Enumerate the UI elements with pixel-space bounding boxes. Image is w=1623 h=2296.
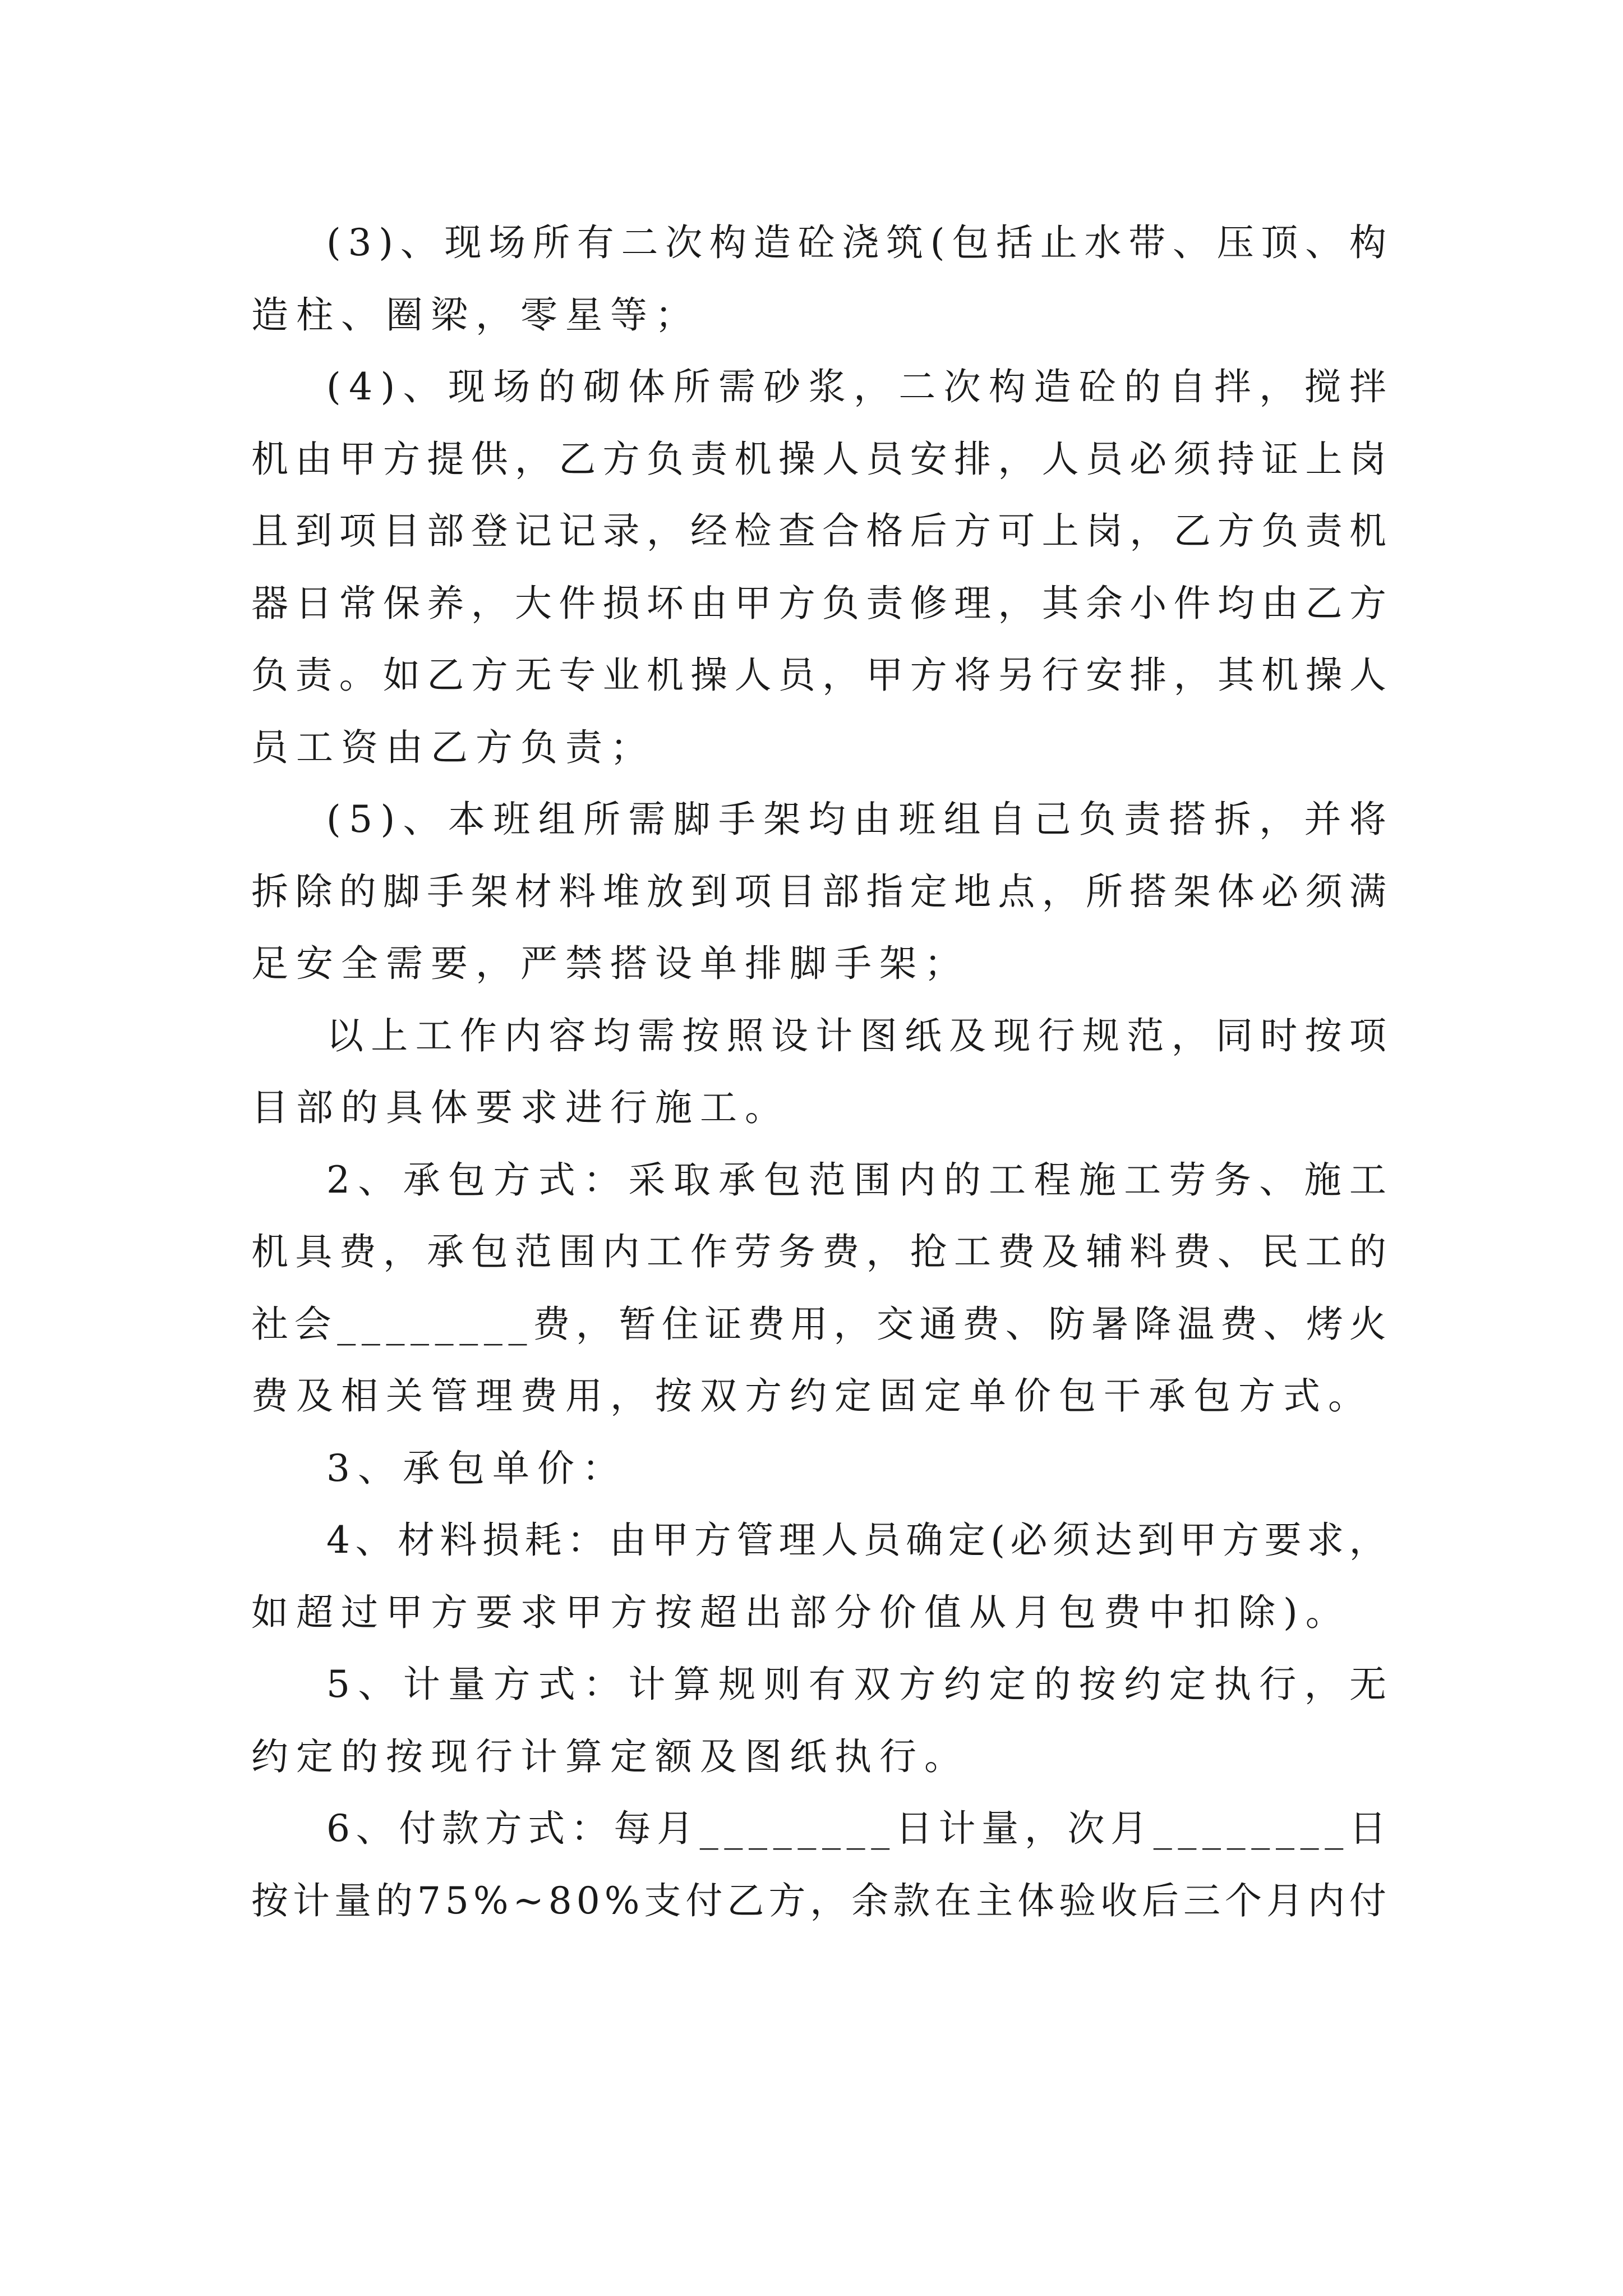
text-line: 费及相关管理费用，按双方约定固定单价包干承包方式。 (251, 1374, 1373, 1418)
text-line: 且 到 项 目 部 登 记 记 录 ， 经 检 查 合 格 后 方 可 上 岗 ， 乙 方 负 责 机 (251, 509, 1386, 553)
text-line: 机 具 费 ， 承 包 范 围 内 工 作 劳 务 费 ， 抢 工 费 及 辅 料 费 、 民 工 的 (251, 1230, 1386, 1273)
text-line: 按 计 量 的 7 5 % ~ 8 0 % 支 付 乙 方 ， 余 款 在 主 体 验 收 后 三 个 月 内 付 (251, 1879, 1386, 1922)
text-line: 目部的具体要求进行施工。 (251, 1086, 790, 1129)
text-line: 3、承包单价： (326, 1447, 627, 1490)
text-line: 拆 除 的 脚 手 架 材 料 堆 放 到 项 目 部 指 定 地 点 ， 所 搭 架 体 必 须 满 (251, 870, 1386, 913)
text-line: 器 日 常 保 养 ， 大 件 损 坏 由 甲 方 负 责 修 理 ， 其 余 小 件 均 由 乙 方 (251, 582, 1386, 625)
text-line: 社 会 _ _ _ _ _ _ _ _ 费 ， 暂 住 证 费 用 ， 交 通 费 、 防 暑 降 温 费 、 烤 火 (251, 1303, 1386, 1346)
text-line: 约定的按现行计算定额及图纸执行。 (251, 1735, 969, 1778)
text-line: 4 、 材 料 损 耗 ： 由 甲 方 管 理 人 员 确 定 ( 必 须 达 到 甲 方 要 求 ， (326, 1519, 1386, 1562)
text-line: ( 4 ) 、 现 场 的 砌 体 所 需 砂 浆 ， 二 次 构 造 砼 的 自 拌 ， 搅 拌 (326, 365, 1386, 408)
text-line: 5 、 计 量 方 式 ： 计 算 规 则 有 双 方 约 定 的 按 约 定 执 行 ， 无 (326, 1663, 1386, 1706)
text-line: 2 、 承 包 方 式 ： 采 取 承 包 范 围 内 的 工 程 施 工 劳 务 、 施 工 (326, 1158, 1386, 1202)
text-line: ( 3 ) 、 现 场 所 有 二 次 构 造 砼 浇 筑 ( 包 括 止 水 带 、 压 顶 、 构 (326, 221, 1386, 264)
text-line: 负 责 。 如 乙 方 无 专 业 机 操 人 员 ， 甲 方 将 另 行 安 排 ， 其 机 操 人 (251, 654, 1386, 697)
text-line: 造柱、圈梁，零星等； (251, 293, 700, 337)
text-line: 员工资由乙方负责； (251, 726, 655, 769)
text-line: ( 5 ) 、 本 班 组 所 需 脚 手 架 均 由 班 组 自 己 负 责 搭 拆 ， 并 将 (326, 798, 1386, 841)
text-line: 6 、 付 款 方 式 ： 每 月 _ _ _ _ _ _ _ _ 日 计 量 ， 次 月 _ _ _ _ _ _ _ _ 日 (326, 1807, 1386, 1850)
text-line: 以 上 工 作 内 容 均 需 按 照 设 计 图 纸 及 现 行 规 范 ， 同 时 按 项 (326, 1014, 1386, 1057)
text-line: 如超过甲方要求甲方按超出部分价值从月包费中扣除)。 (251, 1591, 1350, 1634)
text-line: 机 由 甲 方 提 供 ， 乙 方 负 责 机 操 人 员 安 排 ， 人 员 必 须 持 证 上 岗 (251, 438, 1386, 481)
text-line: 足安全需要，严禁搭设单排脚手架； (251, 942, 969, 985)
